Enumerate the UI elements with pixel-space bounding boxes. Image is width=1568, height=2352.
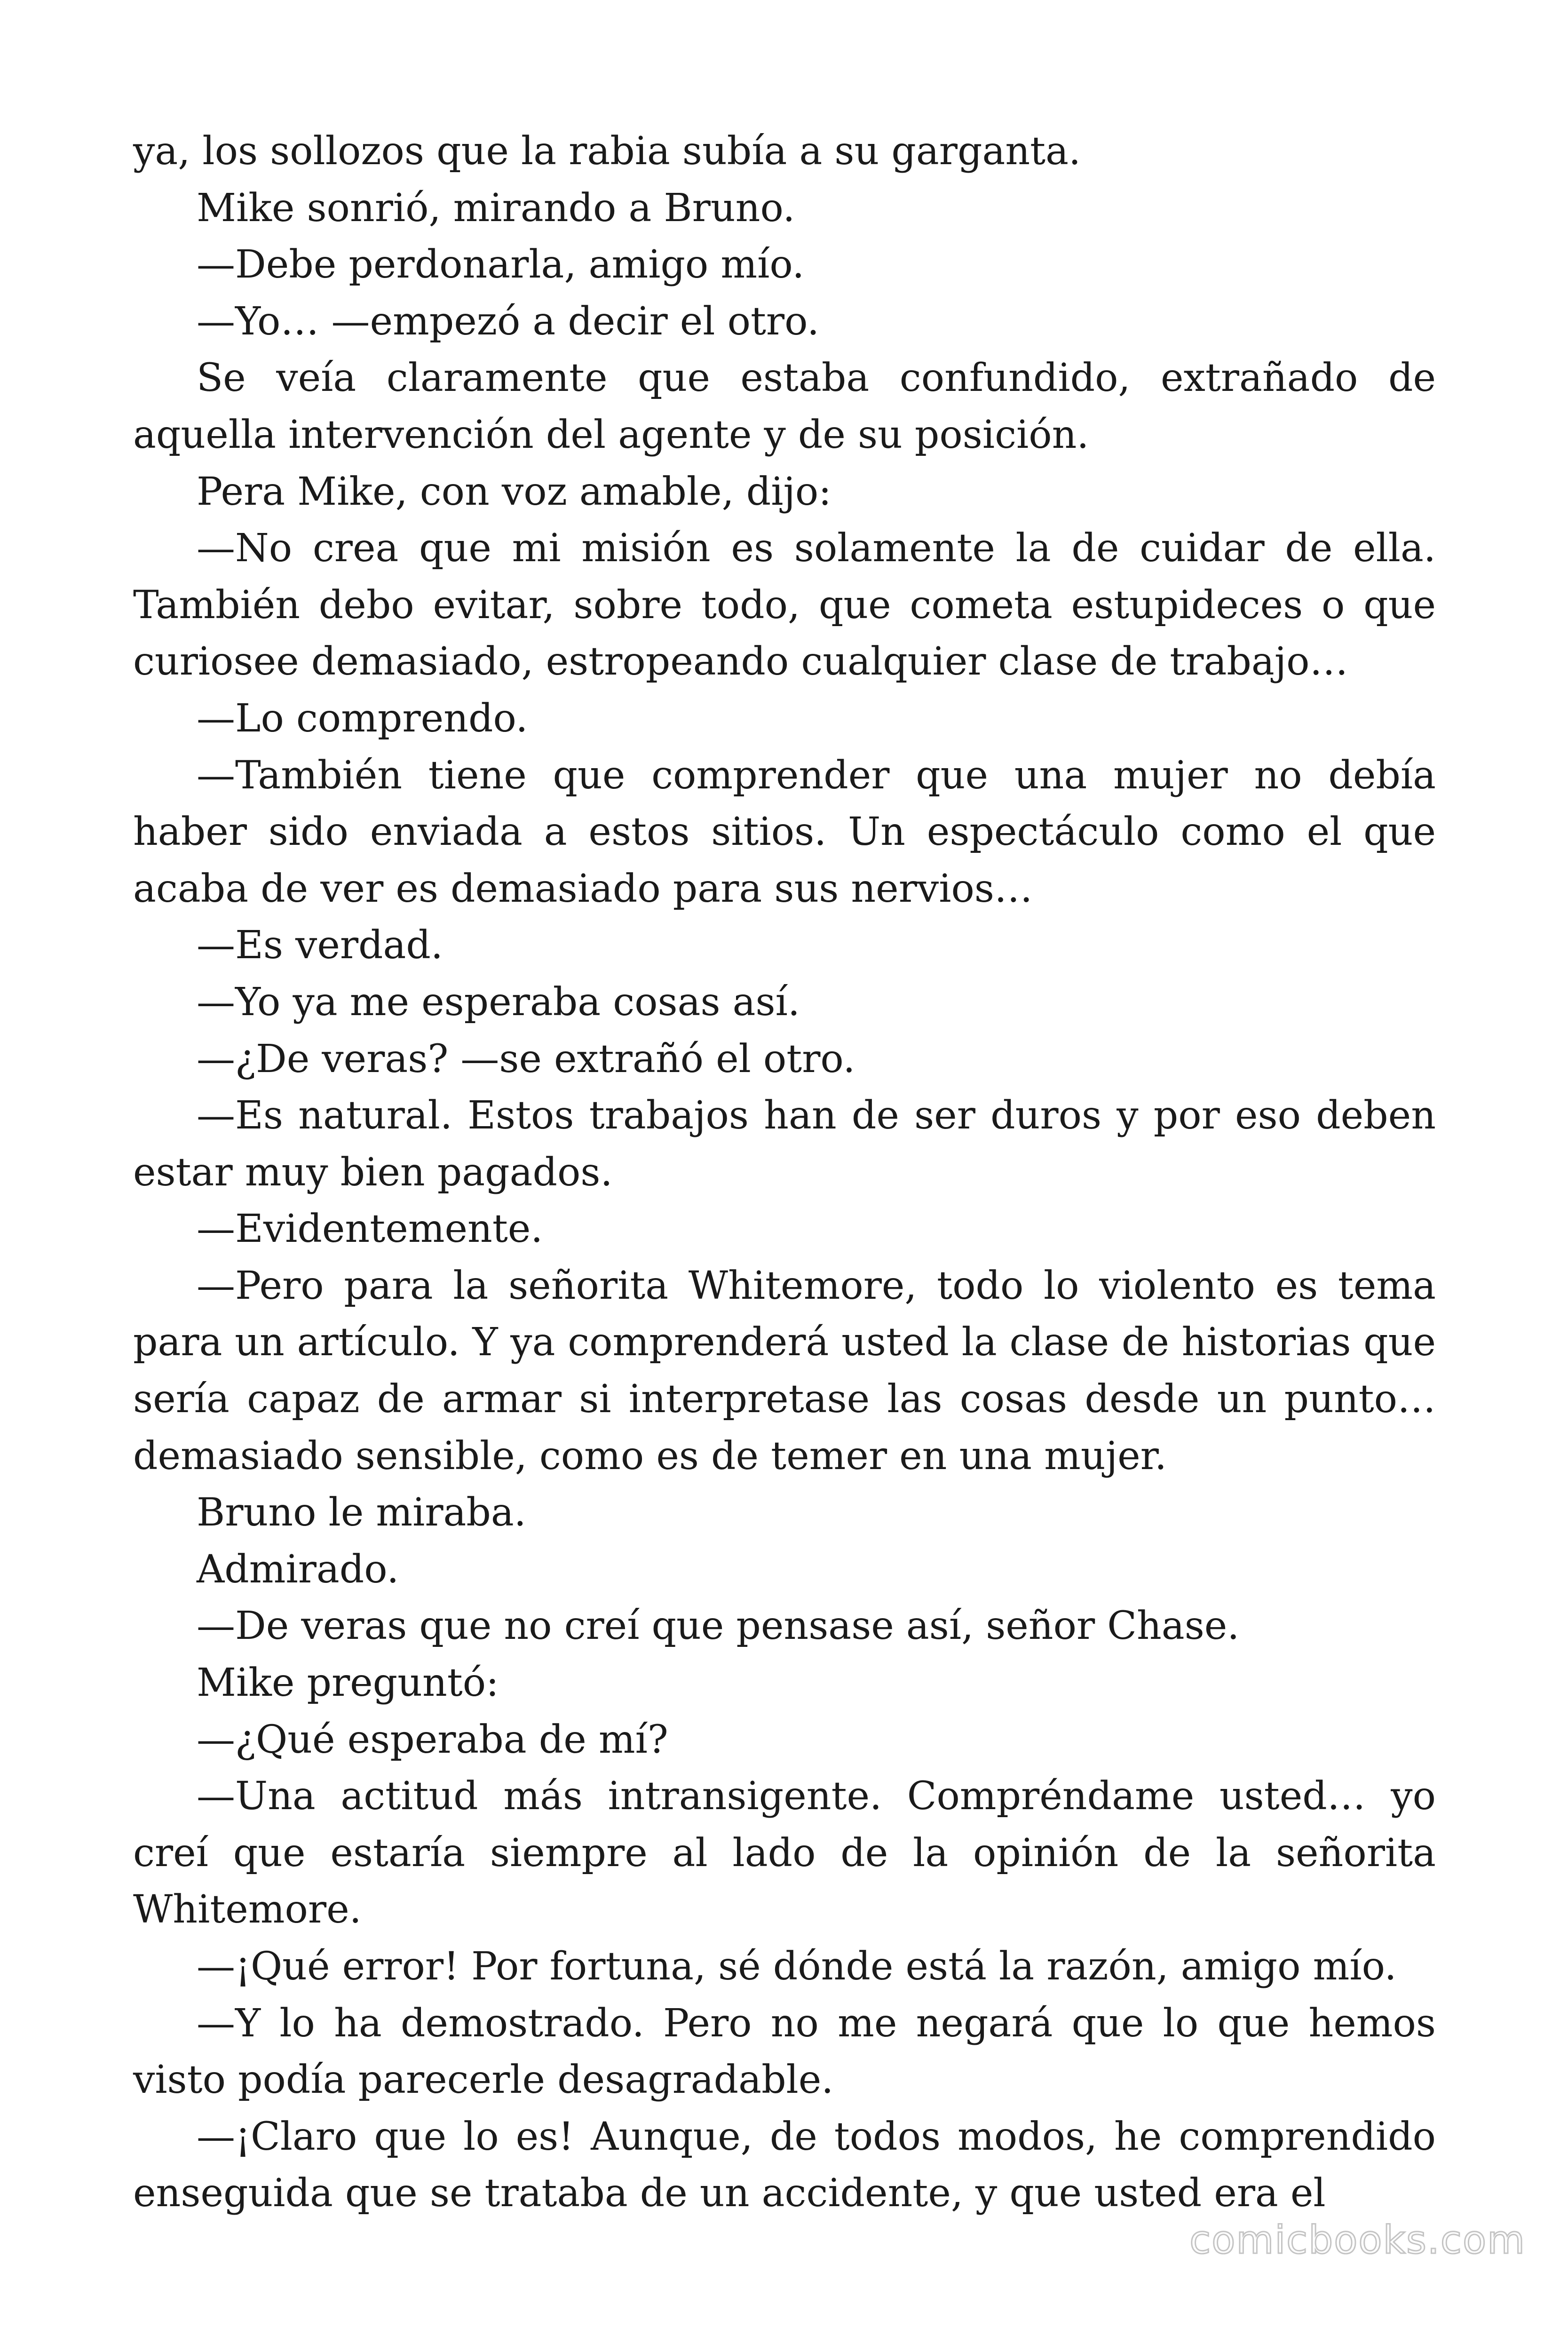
paragraph-3: —Debe perdonarla, amigo mío. xyxy=(197,242,805,287)
paragraph-10: —Es verdad. xyxy=(197,923,443,968)
paragraph-7: —No crea que mi misión es solamente la de cuidar de ella. También debo evitar, sobre todo, que cometa estupideces o que curiosee demasiado, estropeando cualquier clase de trabajo… xyxy=(133,526,1436,684)
paragraph-11: —Yo ya me esperaba cosas así. xyxy=(197,979,800,1025)
paragraph-8: —Lo comprendo. xyxy=(197,696,528,741)
paragraph-22: —¡Qué error! Por fortuna, sé dónde está la razón, amigo mío. xyxy=(197,1944,1397,1989)
paragraph-21: —Una actitud más intransigente. Compréndame usted… yo creí que estaría siempre al lado de la opinión de la señorita Whitemore. xyxy=(133,1774,1436,1932)
paragraph-12: —¿De veras? —se extrañó el otro. xyxy=(197,1036,855,1081)
paragraph-1: ya, los sollozos que la rabia subía a su garganta. xyxy=(133,129,1081,174)
paragraph-19: Mike preguntó: xyxy=(197,1661,499,1706)
paragraph-6: Pera Mike, con voz amable, dijo: xyxy=(197,469,832,514)
body-text xyxy=(133,123,1436,2222)
paragraph-24: —¡Claro que lo es! Aunque, de todos modos, he comprendido enseguida que se trataba de un accidente, y que usted era el xyxy=(133,2114,1436,2216)
paragraph-16: Bruno le miraba. xyxy=(197,1490,526,1535)
paragraph-13: —Es natural. Estos trabajos han de ser duros y por eso deben estar muy bien pagados. xyxy=(133,1093,1436,1195)
paragraph-23: —Y lo ha demostrado. Pero no me negará que lo que hemos visto podía parecerle desagradable. xyxy=(133,2001,1436,2103)
paragraph-20: —¿Qué esperaba de mí? xyxy=(197,1717,668,1762)
paragraph-18: —De veras que no creí que pensase así, señor Chase. xyxy=(197,1604,1240,1649)
paragraph-4: —Yo… —empezó a decir el otro. xyxy=(197,299,820,344)
paragraph-5: Se veía claramente que estaba confundido, extrañado de aquella intervención del agente y de su posición. xyxy=(133,356,1436,457)
paragraph-14: —Evidentemente. xyxy=(197,1207,543,1252)
watermark: comicbooks.com xyxy=(1189,2218,1526,2263)
paragraph-17: Admirado. xyxy=(197,1547,399,1592)
paragraph-15: —Pero para la señorita Whitemore, todo lo violento es tema para un artículo. Y ya comprenderá usted la clase de historias que sería capaz de armar si interpretase las cosas desde un punto… demasiado sensible, como es de temer en una mujer. xyxy=(133,1263,1436,1478)
paragraph-9: —También tiene que comprender que una mujer no debía haber sido enviada a estos sitios. Un espectáculo como el que acaba de ver es demasiado para sus nervios… xyxy=(133,753,1436,911)
paragraph-2: Mike sonrió, mirando a Bruno. xyxy=(197,185,795,230)
